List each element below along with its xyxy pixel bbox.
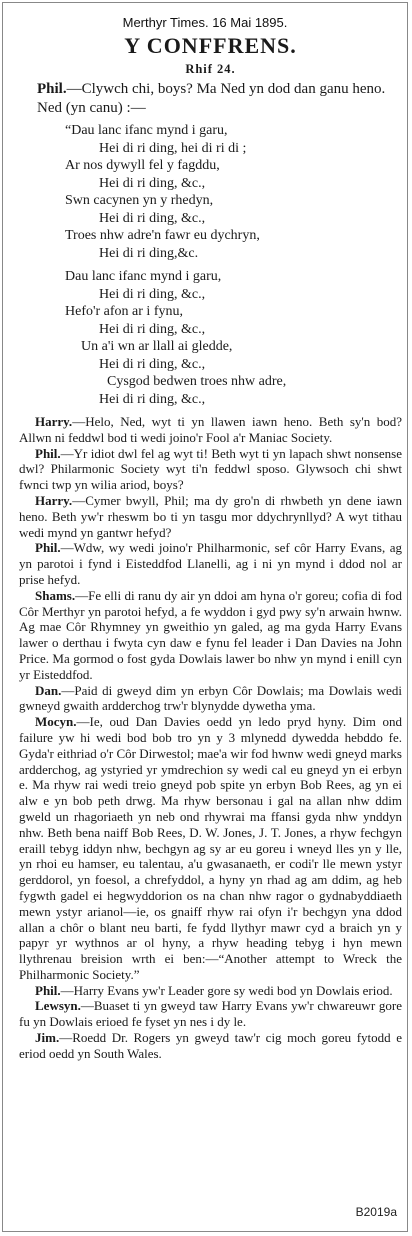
speech-text: —Roedd Dr. Rogers yn gweyd taw'r cig moch goreu fytodd e eriod oedd yn South Wales. — [19, 1030, 402, 1061]
song-line: Cysgod bedwen troes nhw adre, — [107, 374, 287, 389]
speaker-name: Phil. — [35, 982, 61, 998]
song-refrain: Hei di ri ding, hei di ri di ; — [99, 140, 247, 156]
dialogue-paragraph — [19, 588, 402, 683]
dialogue-paragraph — [19, 683, 402, 715]
song-line: Ar nos dywyll fel y fagddu, — [65, 158, 220, 173]
dialogue-paragraph — [19, 714, 402, 983]
song-verse-1 — [19, 122, 402, 262]
speech-text: —Helo, Ned, wyt ti yn llawen iawn heno. Beth sy'n bod? Allwn ni feddwl bod ti wedi joino'r Fool a'r Maniac Society. — [19, 414, 402, 445]
song-line: Dau lanc ifanc mynd i garu, — [65, 269, 222, 284]
opening-paragraph — [19, 80, 402, 99]
song-refrain: Hei di ri ding, &c., — [99, 391, 206, 407]
dialogue-paragraph — [19, 1030, 402, 1062]
article-title: Y CONFFRENS. — [124, 33, 297, 58]
song-line: Swn cacynen yn y rhedyn, — [65, 193, 214, 208]
speaker-name: Phil. — [37, 81, 67, 97]
song-refrain: Hei di ri ding,&c. — [99, 245, 199, 261]
catalog-number: B2019a — [355, 1205, 397, 1219]
speech-text: —Ie, oud Dan Davies oedd yn ledo pryd hyny. Dim ond failure yw hi wedi bod bob tro yn y 3 mlynedd dywedda hebddo fe. Gyda'r eithriad o'r Côr Dirwestol; mae'a wir fod hwnw wedi gneyd marks ardderchog, ag ystyried yr ymdrechion sy wedi cal eu gneyd yn ei erbyn e. Ma rhyw rai wedi treio gneyd pob spite yn erbyn Bob Rees, ag yn ei alw e yn bob peth drwg. Ma rhyw bersonau i gal na allan nhw ddim gweld un rhagoriaeth yn neb ond rhywrai ma ffansi gyda nhw ynddyn nhw. Beth bena naiff Bob Rees, D. W. Jones, J. T. Jones, a rhyw fechgyn eraill tebyg iddyn nhw, bechgyn ag sy ar eu goreu i wneyd lles yn y lle, yn rhoi eu hamser, eu talentau, a'u gwasanaeth, er codi'r lle mewn ystyr gerddorol, yn foesol, a chrefyddol, a hyny yn rhad ag am ddim, ag heb fygwth gadel ei hegwyddorion os na chan nhw ragor o gydnabyddiaeth mewn ystyr arianol—ie, os gnaiff rhyw rai ofyn i'r bechgyn yna ddod allan a chôr o blant neu barti, fe fydd llythyr mawr cyd a braich yn y papyr yr wythnos ar ol hyny, a rhyw heading tebyg i hyn mewn llythrenau breision wrth ei ben:—“Another attempt to Wreck the Philharmonic Society.” — [19, 714, 402, 982]
song-line: Un a'i wn ar llall ai gledde, — [81, 339, 233, 354]
song-line: Troes nhw adre'n fawr eu dychryn, — [65, 228, 260, 243]
speech-text: —Buaset ti yn gweyd taw Harry Evans yw'r chwareuwr gore fu yn Dowlais erioed fe fyset yn nes i dy le. — [19, 998, 402, 1030]
source-label: Merthyr Times. 16 Mai 1895. — [122, 15, 288, 30]
speaker-name: Mocyn. — [35, 714, 77, 730]
speaker-name: Harry. — [35, 414, 73, 429]
article-subtitle: Rhif 24. — [185, 62, 236, 76]
speaker-name: Harry. — [35, 492, 73, 508]
speech-text: —Yr idiot dwl fel ag wyt ti! Beth wyt ti yn lapach shwt nonsense dwl? Philarmonic Society wyt ti'n feddwl sposo. Glywsoch chi shwt fwnci twp yn wilia ariod, boys? — [19, 445, 402, 493]
speaker-name: Phil. — [35, 540, 61, 556]
speech-text: —Cymer bwyll, Phil; ma dy gro'n di rhwbeth yn dene iawn heno. Beth yw'r rheswm bo ti yn tasgu mor ddychrynllyd? A wyt tithau wedi mynd yn gantwr hefyd? — [19, 492, 402, 540]
song-verse-2 — [19, 268, 402, 408]
dialogue-paragraph — [19, 414, 402, 446]
speaker-name: Dan. — [35, 682, 62, 698]
speaker-name: Lewsyn. — [35, 998, 81, 1014]
speech-text: —Harry Evans yw'r Leader gore sy wedi bod yn Dowlais eriod. — [60, 982, 393, 998]
dialogue-paragraph — [19, 983, 402, 999]
song-refrain: Hei di ri ding, &c., — [99, 175, 206, 191]
speaker-name: Shams. — [35, 587, 76, 603]
newspaper-clipping — [19, 33, 402, 1205]
song-line: “Dau lanc ifanc mynd i garu, — [65, 123, 228, 138]
song-line: Hefo'r afon ar i fynu, — [65, 304, 183, 319]
clipping-frame — [2, 2, 408, 1232]
speech-text: —Clywch chi, boys? Ma Ned yn dod dan ganu heno. — [66, 81, 386, 97]
speaker-name: Phil. — [35, 445, 61, 461]
speech-text: —Wdw, wy wedi joino'r Philharmonic, sef côr Harry Evans, ag yn parotoi i fynd i Eisteddfod Llanelli, ag i ni yn mynd i ddod nol ar prise hefyd. — [19, 540, 402, 587]
song-intro: Ned (yn canu) :— — [37, 100, 146, 116]
song-lyrics — [19, 122, 402, 408]
speaker-name: Jim. — [35, 1030, 60, 1046]
song-refrain: Hei di ri ding, &c., — [99, 210, 206, 226]
dialogue-paragraph — [19, 493, 402, 540]
song-refrain: Hei di ri ding, &c., — [99, 286, 206, 302]
dialogue-paragraph — [19, 998, 402, 1030]
dialogue-paragraph — [19, 446, 402, 493]
song-refrain: Hei di ri ding, &c., — [99, 356, 206, 372]
song-refrain: Hei di ri ding, &c., — [99, 321, 206, 337]
speech-text: —Paid di gweyd dim yn erbyn Côr Dowlais; ma Dowlais wedi gwneyd gwaith ardderchog trw'r blynydde dywetha yma. — [19, 682, 402, 714]
dialogue-paragraph — [19, 540, 402, 587]
speech-text: —Fe elli di ranu dy air yn ddoi am hyna o'r goreu; cofia di fod Côr Merthyr yn parotoi hefyd, a fe wyddon i gyd pwy sy'n arwain hwnw. Ag mae Côr Rhymney yn gweithio yn galed, ag ma gyda Harry Evans lawer o derthau i fwyta cyn daw e fynu fel leader i Dan Davies na John Price. Ma gormod o fost gyda Dowlais lawer bo nhw yn mynd i enill cyn yr Eisteddfod. — [19, 587, 402, 682]
